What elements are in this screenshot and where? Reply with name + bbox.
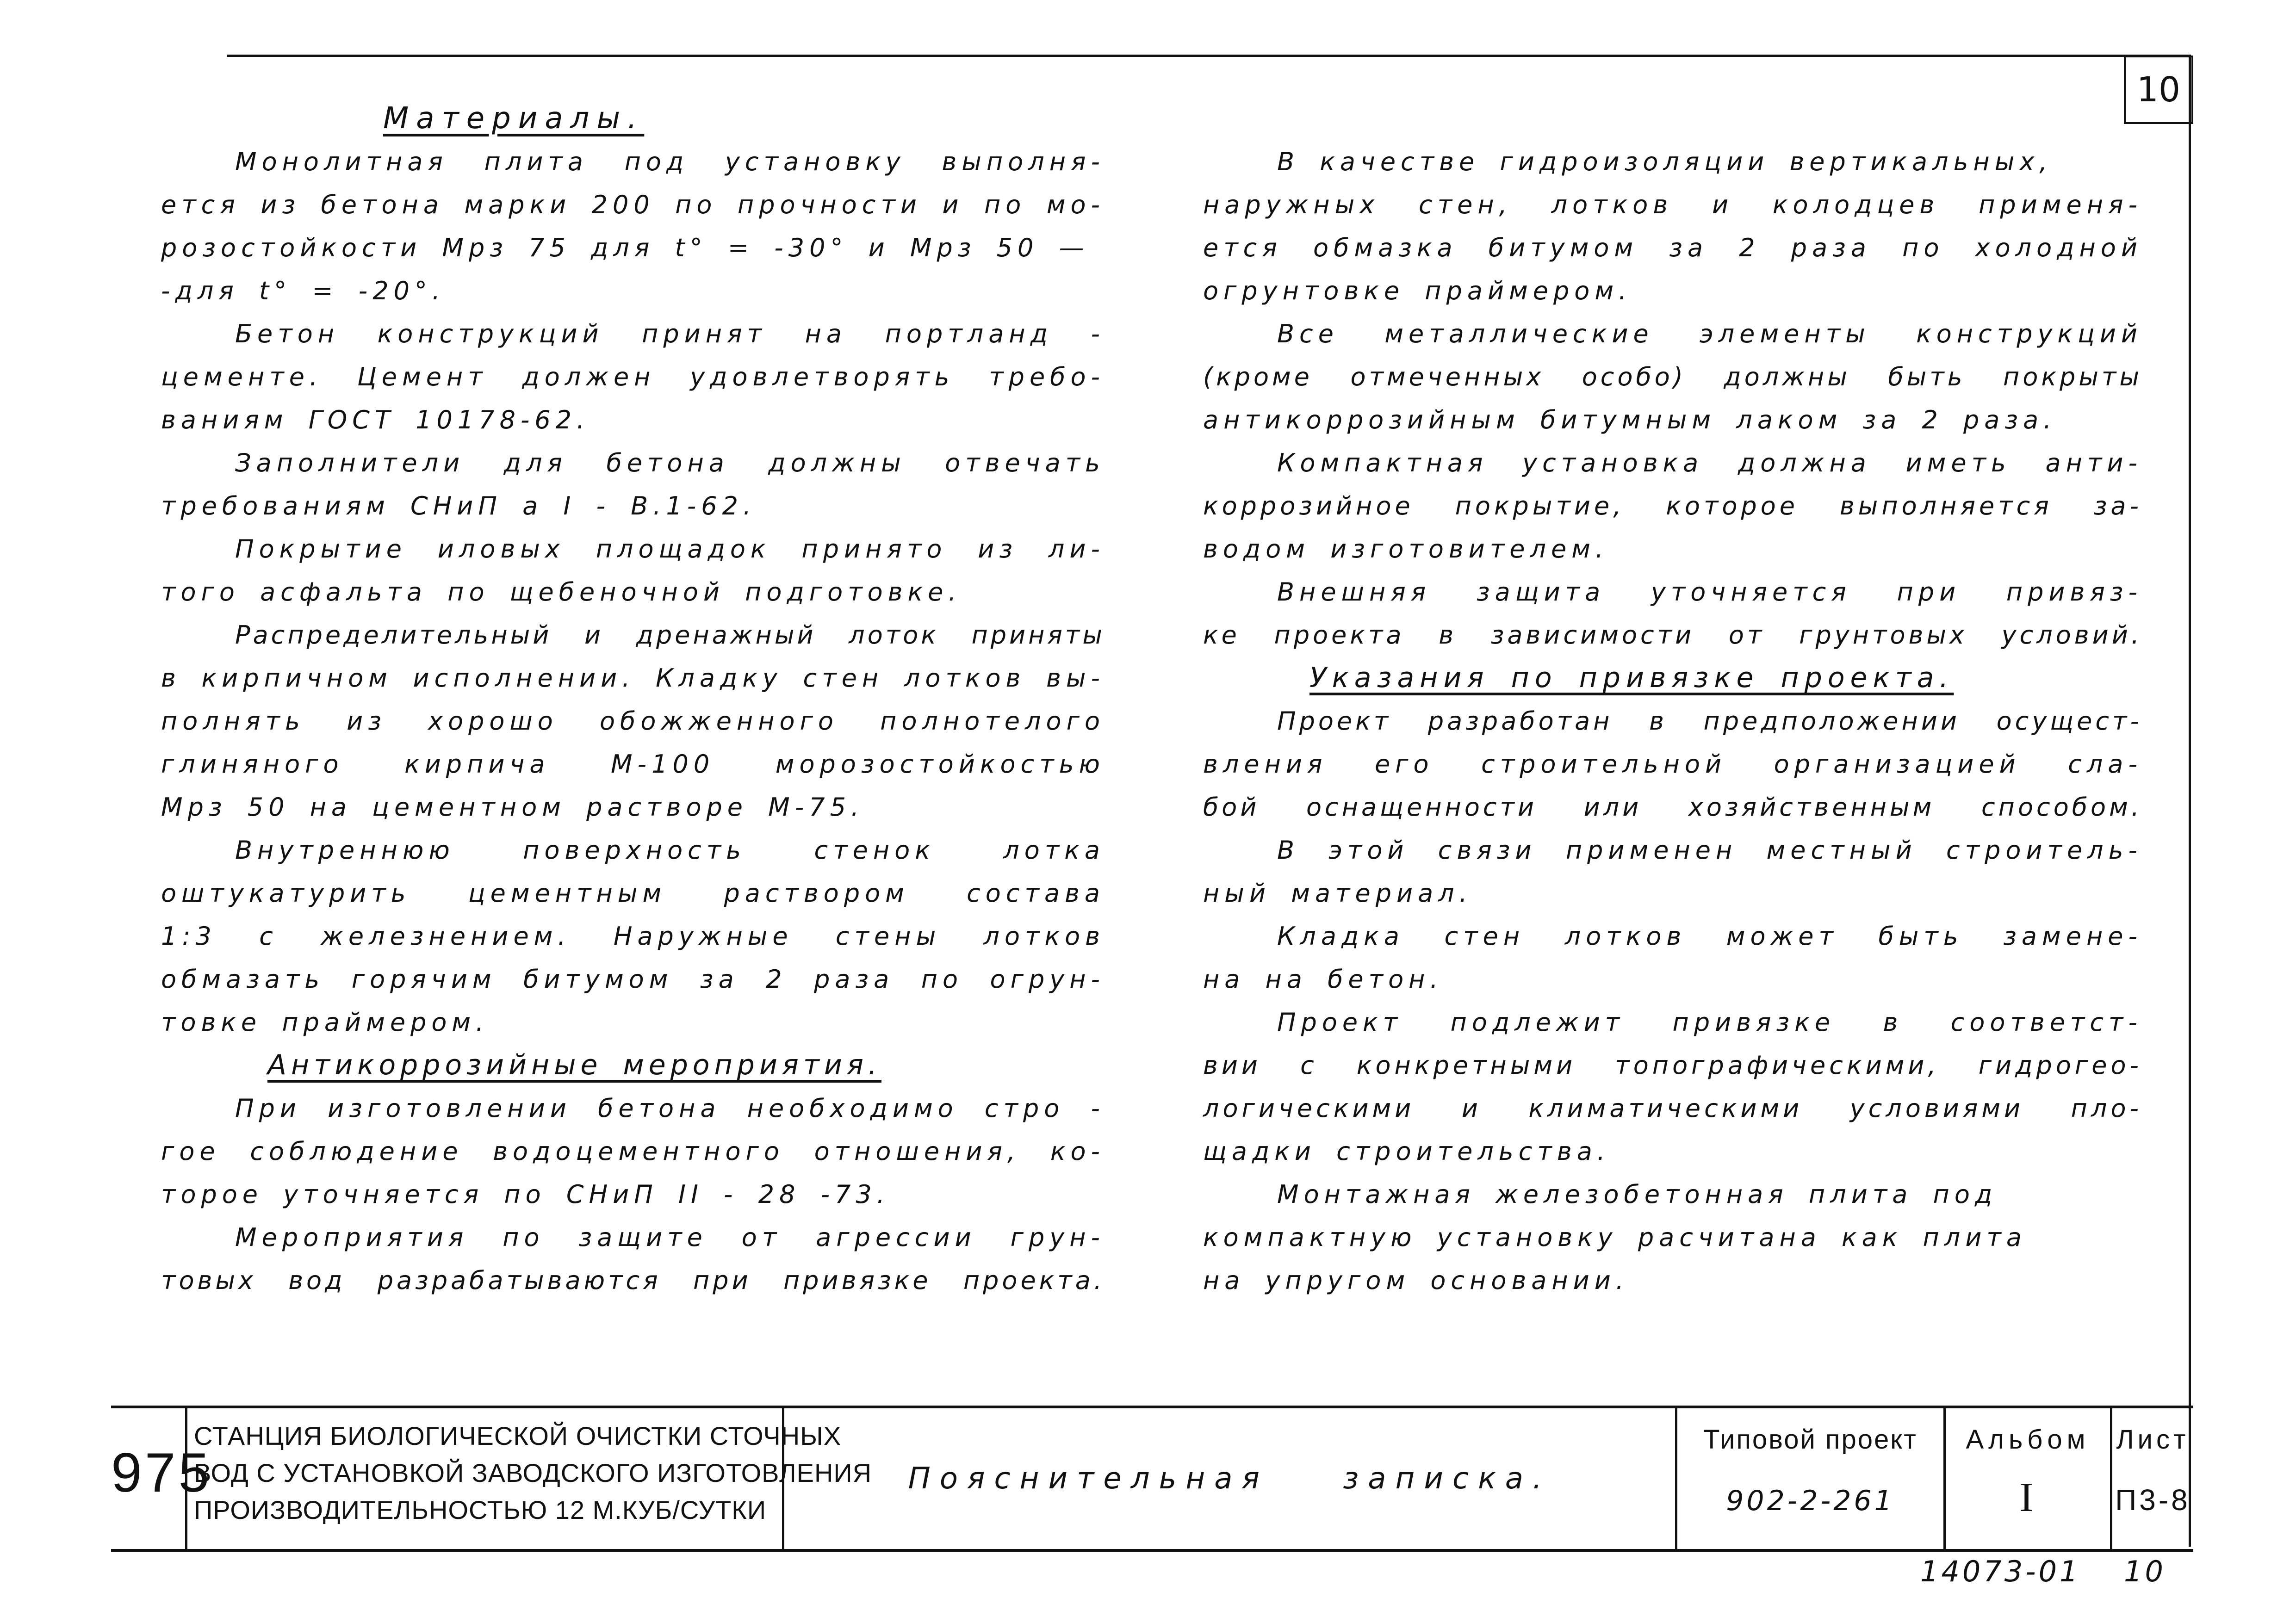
organization-name xyxy=(185,1408,872,1549)
text-line: Мероприятия по защите от агрессии грун- xyxy=(235,1223,1105,1252)
text-line: того асфальта по щебеночной подготовке. xyxy=(161,577,962,607)
album-value: I xyxy=(2019,1474,2036,1520)
text-line: наружных стен, лотков и колодцев применя- xyxy=(1203,190,2142,219)
heading-anticorrosion: Антикоррозийные мероприятия. xyxy=(267,1049,882,1081)
text-line: полнять из хорошо обожженного полнотелого xyxy=(161,706,1105,736)
text-line: водом изготовителем. xyxy=(1203,534,1609,564)
text-line: Распределительный и дренажный лоток приняты xyxy=(235,620,1105,650)
text-line: При изготовлении бетона необходимо стро - xyxy=(235,1094,1105,1123)
text-line: 1:3 с железнением. Наружные стены лотков xyxy=(161,922,1105,951)
text-line: Все металлические элементы конструкций xyxy=(1277,319,2142,348)
album-cell xyxy=(1943,1408,2110,1549)
project-value: 902-2-261 xyxy=(1726,1485,1895,1517)
sheet-label: Лист xyxy=(2116,1425,2190,1455)
text-line: ный материал. xyxy=(1203,879,1472,908)
drawing-number: 975 xyxy=(111,1442,212,1504)
text-line: Заполнители для бетона должны отвечать xyxy=(235,448,1105,477)
text-line: (кроме отмеченных особо) должны быть покрыты xyxy=(1203,362,2142,391)
text-line: щадки строительства. xyxy=(1203,1137,1610,1166)
text-line: компактную установку расчитана как плита xyxy=(1203,1223,2027,1252)
text-line: ется обмазка битумом за 2 раза по холодной xyxy=(1203,233,2142,262)
text-line: цементе. Цемент должен удовлетворять требо- xyxy=(161,362,1105,391)
text-line: Монтажная железобетонная плита под xyxy=(1277,1180,1998,1209)
sheet-value: П3-8 xyxy=(2115,1483,2191,1517)
sheet-corner-number: 10 xyxy=(2124,56,2193,124)
text-line: требованиям СНиП а I - В.1-62. xyxy=(161,491,757,520)
text-line: товке праймером. xyxy=(161,1008,489,1037)
heading-materials: Материалы. xyxy=(383,101,645,136)
text-line: на упругом основании. xyxy=(1203,1266,1629,1295)
project-cell xyxy=(1675,1408,1943,1549)
title-block xyxy=(111,1406,2193,1552)
text-line: Проект подлежит привязке в соответст- xyxy=(1277,1008,2142,1037)
text-line: Мрз 50 на цементном растворе М-75. xyxy=(161,793,864,822)
text-line: обмазать горячим битумом за 2 раза по огрун- xyxy=(161,965,1105,994)
text-line: ке проекта в зависимости от грунтовых условий. xyxy=(1203,620,2142,650)
text-line: Бетон конструкций принят на портланд - xyxy=(235,319,1105,348)
text-line: в кирпичном исполнении. Кладку стен лотков вы- xyxy=(161,663,1105,693)
text-line: Проект разработан в предположении осущест- xyxy=(1277,706,2142,736)
text-line: ваниям ГОСТ 10178-62. xyxy=(161,405,590,434)
text-line: Кладка стен лотков может быть замене- xyxy=(1277,922,2142,951)
text-line: ется из бетона марки 200 по прочности и по мо- xyxy=(161,190,1105,219)
text-line: на на бетон. xyxy=(1203,965,1443,994)
project-label: Типовой проект xyxy=(1703,1425,1917,1455)
left-text-column xyxy=(161,97,1105,1302)
text-line: В этой связи применен местный строитель- xyxy=(1277,836,2142,865)
text-line: Внутреннюю поверхность стенок лотка xyxy=(235,836,1105,865)
text-line: гое соблюдение водоцементного отношения, ко- xyxy=(161,1137,1105,1166)
text-line: огрунтовке праймером. xyxy=(1203,276,1632,305)
organization-line: СТАНЦИЯ БИОЛОГИЧЕСКОЙ ОЧИСТКИ СТОЧНЫХ xyxy=(194,1421,842,1450)
album-label: Альбом xyxy=(1966,1425,2090,1455)
text-line: глиняного кирпича М-100 морозостойкостью xyxy=(161,750,1105,779)
text-line: вии с конкретными топографическими, гидрогео- xyxy=(1203,1051,2142,1080)
text-line: торое уточняется по СНиП II - 28 -73. xyxy=(161,1180,890,1209)
text-line: Компактная установка должна иметь анти- xyxy=(1277,448,2142,477)
inventory-number: 14073-01 xyxy=(1920,1555,2081,1588)
text-line: логическими и климатическими условиями пло- xyxy=(1203,1094,2142,1123)
text-line: -для t° = -20°. xyxy=(161,276,446,305)
text-line: Внешняя защита уточняется при привяз- xyxy=(1277,577,2142,607)
organization-line: ВОД С УСТАНОВКОЙ ЗАВОДСКОГО ИЗГОТОВЛЕНИЯ xyxy=(194,1458,872,1487)
right-text-column xyxy=(1203,140,2142,1302)
text-line: товых вод разрабатываются при привязке проекта. xyxy=(161,1266,1105,1295)
document-title-cell xyxy=(782,1408,1675,1549)
sheet-cell xyxy=(2110,1408,2193,1549)
text-line: розостойкости Мрз 75 для t° = -30° и Мрз 50 — xyxy=(161,233,1089,262)
heading-binding-instructions: Указания по привязке проекта. xyxy=(1309,662,1954,694)
text-line: коррозийное покрытие, которое выполняется за- xyxy=(1203,491,2142,520)
text-line: бой оснащенности или хозяйственным способом. xyxy=(1203,793,2142,822)
organization-line: ПРОИЗВОДИТЕЛЬНОСТЬЮ 12 М.КУБ/СУТКИ xyxy=(194,1495,767,1524)
page-number: 10 xyxy=(2124,1555,2166,1588)
text-line: В качестве гидроизоляции вертикальных, xyxy=(1277,147,2053,176)
text-line: Покрытие иловых площадок принято из ли- xyxy=(235,534,1105,564)
text-line: антикоррозийным битумным лаком за 2 раза. xyxy=(1203,405,2057,434)
top-border-line xyxy=(227,55,2189,57)
text-line: вления его строительной организацией сла- xyxy=(1203,750,2142,779)
right-border-line xyxy=(2189,55,2191,1547)
text-line: оштукатурить цементным раствором состава xyxy=(161,879,1105,908)
text-line: Монолитная плита под установку выполня- xyxy=(235,147,1105,176)
document-title: Пояснительная записка. xyxy=(908,1462,1551,1496)
